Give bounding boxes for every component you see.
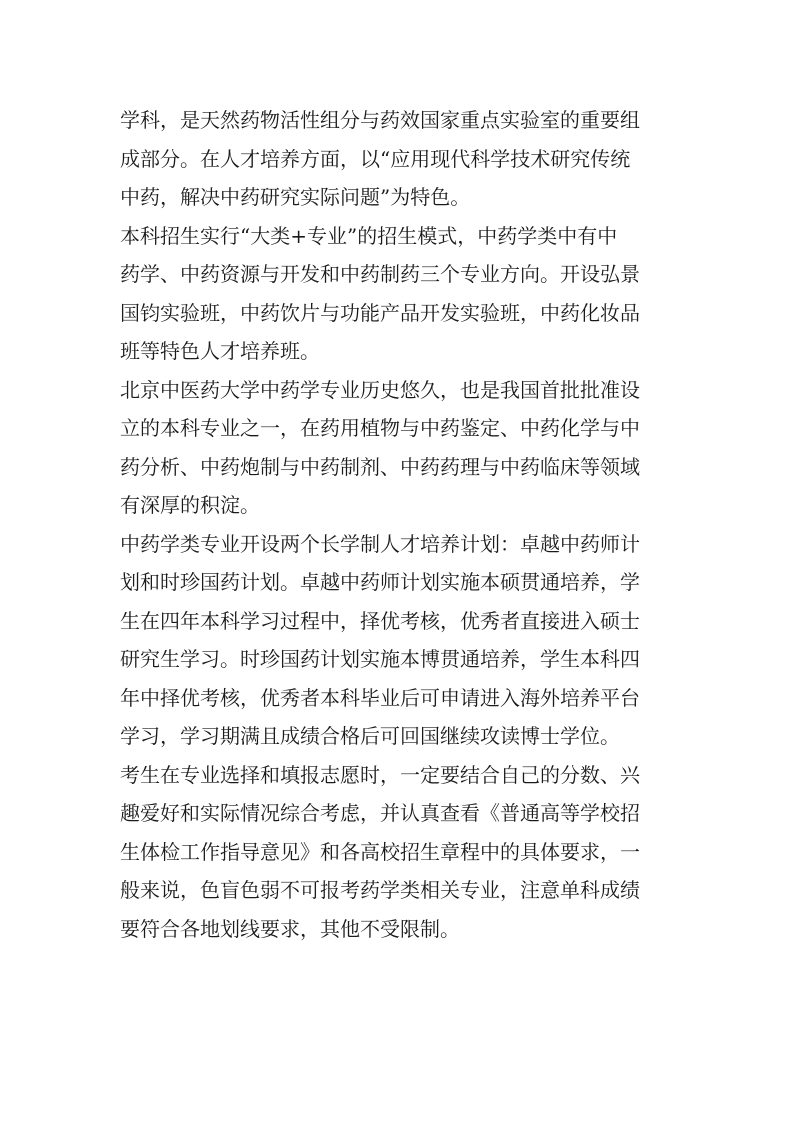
text-line: 要符合各地划线要求，其他不受限制。 — [120, 916, 460, 941]
text-line: 有深厚的积淀。 — [120, 493, 260, 517]
text-line: 成部分。在人才培养方面，以“应用现代科学技术研究传统 — [120, 146, 631, 171]
document-body — [120, 101, 676, 948]
text-line: 研究生学习。时珍国药计划实施本博贯通培养，学生本科四 — [120, 647, 640, 671]
text-line: 学科，是天然药物活性组分与药效国家重点实验室的重要组 — [120, 108, 640, 132]
text-line: 中药，解决中药研究实际问题”为特色。 — [120, 185, 471, 209]
text-line: 般来说，色盲色弱不可报考药学类相关专业，注意单科成绩 — [120, 878, 640, 902]
text-line: 考生在专业选择和填报志愿时，一定要结合自己的分数、兴 — [120, 762, 640, 787]
text-line: 国钧实验班，中药饮片与功能产品开发实验班，中药化妆品 — [120, 300, 640, 325]
text-line: 药学、中药资源与开发和中药制药三个专业方向。开设弘景 — [120, 262, 640, 286]
text-line: 北京中医药大学中药学专业历史悠久，也是我国首批批准设 — [120, 377, 640, 402]
text-line: 本科招生实行“大类+专业”的招生模式，中药学类中有中 — [120, 223, 618, 248]
text-line: 趣爱好和实际情况综合考虑，并认真查看《普通高等学校招 — [120, 801, 640, 825]
text-line: 中药学类专业开设两个长学制人才培养计划：卓越中药师计 — [120, 531, 640, 556]
text-line: 生在四年本科学习过程中，择优考核，优秀者直接进入硕士 — [120, 608, 640, 633]
text-line: 药分析、中药炮制与中药制剂、中药药理与中药临床等领域 — [120, 454, 640, 479]
text-line: 学习，学习期满且成绩合格后可回国继续攻读博士学位。 — [120, 724, 620, 748]
text-line: 生体检工作指导意见》和各高校招生章程中的具体要求，一 — [120, 839, 640, 864]
text-line: 划和时珍国药计划。卓越中药师计划实施本硕贯通培养，学 — [120, 570, 640, 594]
text-line: 班等特色人才培养班。 — [120, 339, 320, 363]
text-line: 立的本科专业之一，在药用植物与中药鉴定、中药化学与中 — [120, 416, 640, 440]
text-line: 年中择优考核，优秀者本科毕业后可申请进入海外培养平台 — [120, 685, 640, 710]
